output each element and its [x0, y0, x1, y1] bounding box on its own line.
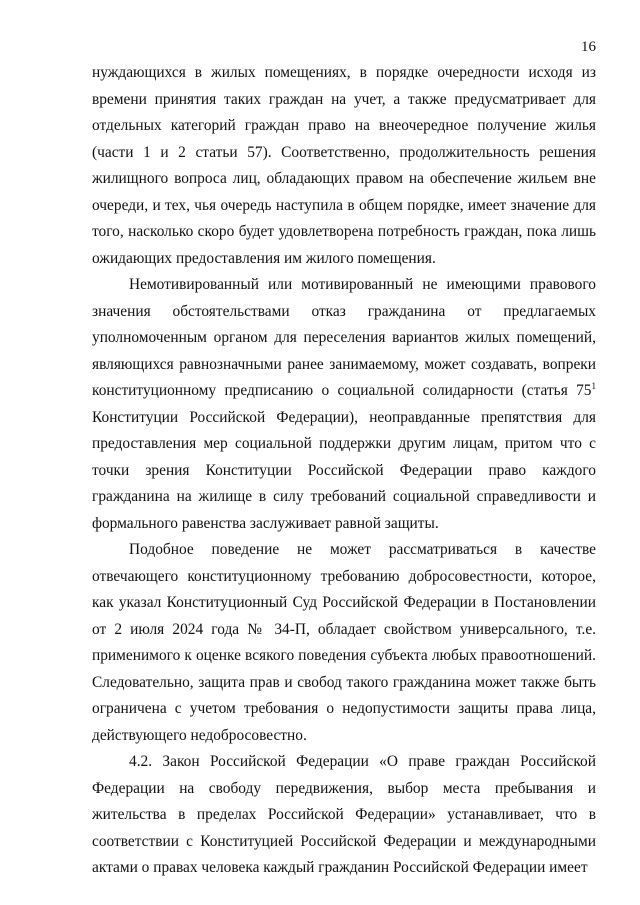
- article-superscript: 1: [591, 381, 596, 391]
- paragraph-refusal-text-before: Немотивированный или мотивированный не имеющими правового значения обстоятельствами отказ гражданина от предлагаемых уполномоченным органом для переселения вариантов жилых помещений, являющихся равнозначными ранее занимаемому, может создавать, вопреки конституционному предписанию о социальной солидарности (статья 75: [92, 276, 596, 399]
- page-number: 16: [581, 39, 596, 55]
- document-body: [92, 60, 596, 882]
- paragraph-good-faith: Подобное поведение не может рассматриваться в качестве отвечающего конституционному требованию добросовестности, которое, как указал Конституционный Суд Российской Федерации в Постановлении от 2 июля 2024 года № 34-П, обладает свойством универсального, т.е. применимого к оценке всякого поведения субъекта любых правоотношений. Следовательно, защита прав и свобод такого гражданина может также быть ограничена с учетом требования о недопустимости защиты права лица, действующего недобросовестно.: [92, 541, 596, 744]
- paragraph-section-4-2: 4.2. Закон Российской Федерации «О праве граждан Российской Федерации на свободу передвижения, выбор места пребывания и жительства в пределах Российской Федерации» устанавливает, что в соответствии с Конституцией Российской Федерации и международными актами о правах человека каждый гражданин Российской Федерации имеет: [92, 753, 596, 876]
- paragraph-refusal-text-after: Конституции Российской Федерации), неоправданные препятствия для предоставления мер социальной поддержки другим лицам, притом что с точки зрения Конституции Российской Федерации право каждого гражданина на жилище в силу требований социальной справедливости и формального равенства заслуживает равной защиты.: [92, 408, 596, 532]
- paragraph-continuation: нуждающихся в жилых помещениях, в порядке очередности исходя из времени принятия таких граждан на учет, а также предусматривает для отдельных категорий граждан право на внеочередное получение жилья (части 1 и 2 статьи 57). Соответственно, продолжительность решения жилищного вопроса лиц, обладающих правом на обеспечение жильем вне очереди, и тех, чья очередь наступила в общем порядке, имеет значение для того, насколько скоро будет удовлетворена потребность граждан, пока лишь ожидающих предоставления им жилого помещения.: [92, 64, 596, 267]
- paragraph-refusal: [92, 272, 596, 537]
